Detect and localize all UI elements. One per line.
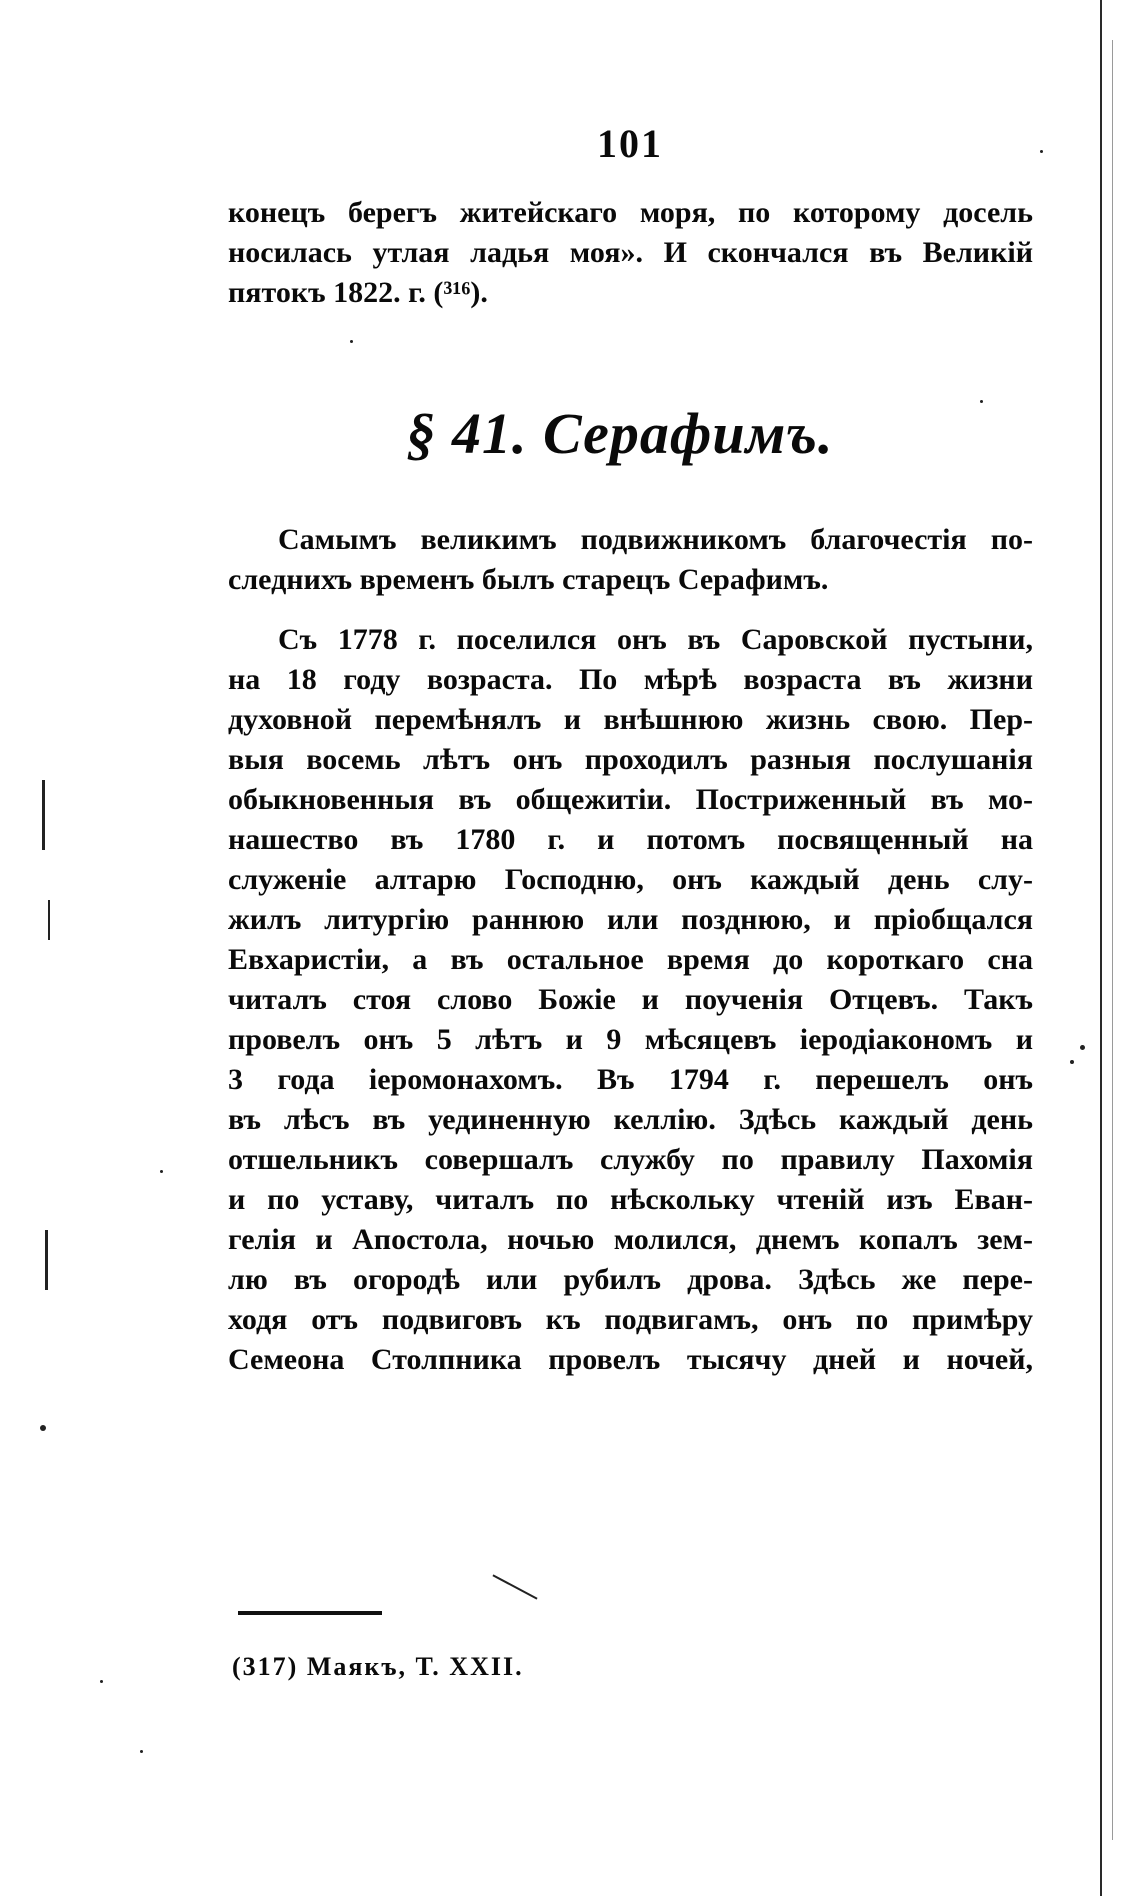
text-line: лю въ огородѣ или рубилъ дрова. Здѣсь же пере- — [228, 1263, 1033, 1296]
text-line: провелъ онъ 5 лѣтъ и 9 мѣсяцевъ іеродіакономъ и — [228, 1023, 1033, 1056]
page-edge-shadow — [1112, 40, 1113, 1840]
page-edge-line — [1100, 0, 1102, 1896]
margin-mark — [45, 1230, 48, 1290]
text-line: Съ 1778 г. поселился онъ въ Саровской пустыни, — [278, 623, 1033, 656]
intro-paragraph — [228, 520, 1033, 600]
text-line: Самымъ великимъ подвижникомъ благочестія по- — [278, 523, 1033, 556]
scan-speck — [350, 340, 353, 343]
page-number: 101 — [597, 121, 663, 166]
section-heading: § 41. Серафимъ. — [406, 401, 834, 466]
scan-speck — [140, 1750, 143, 1753]
text-line: выя восемь лѣтъ онъ проходилъ разныя послушанія — [228, 743, 1033, 776]
scan-speck — [1070, 1060, 1074, 1064]
footnote-rule — [238, 1611, 382, 1615]
text-line: Евхаристіи, а въ остальное время до короткаго сна — [228, 943, 1033, 976]
scan-speck — [1080, 1045, 1085, 1050]
text-line: обыкновенныя въ общежитіи. Постриженный въ мо- — [228, 783, 1033, 816]
scan-scratch — [492, 1574, 537, 1599]
text-line: отшельникъ совершалъ службу по правилу Пахомія — [228, 1143, 1033, 1176]
text-line: 3 года іеромонахомъ. Въ 1794 г. перешелъ онъ — [228, 1063, 1033, 1096]
text-line: на 18 году возраста. По мѣрѣ возраста въ жизни — [228, 663, 1033, 696]
text-line: пятокъ 1822. г. (³¹⁶). — [228, 276, 488, 309]
scan-speck — [1040, 150, 1043, 153]
footnote: (317) Маякъ, Т. XXII. — [232, 1652, 524, 1681]
scan-speck — [40, 1425, 46, 1431]
text-line: жилъ литургію раннюю или позднюю, и пріобщался — [228, 903, 1033, 936]
text-line: гелія и Апостола, ночью молился, днемъ копалъ зем- — [228, 1223, 1033, 1256]
text-line: Семеона Столпника провелъ тысячу дней и ночей, — [228, 1343, 1033, 1376]
text-line: духовной перемѣнялъ и внѣшнюю жизнь свою. Пер- — [228, 703, 1033, 736]
text-line: читалъ стоя слово Божіе и поученія Отцевъ. Такъ — [228, 983, 1033, 1016]
text-line: носилась утлая ладья моя». И скончался въ Великій — [228, 236, 1033, 269]
margin-mark — [48, 900, 50, 940]
text-line: следнихъ временъ былъ старецъ Серафимъ. — [228, 563, 829, 596]
continuation-paragraph — [228, 193, 1033, 313]
scan-speck — [980, 400, 983, 403]
text-line: нашество въ 1780 г. и потомъ посвященный на — [228, 823, 1033, 856]
text-line: конецъ берегъ житейскаго моря, по которому досель — [228, 196, 1033, 229]
text-line: ходя отъ подвиговъ къ подвигамъ, онъ по примѣру — [228, 1303, 1033, 1336]
text-line: и по уставу, читалъ по нѣскольку чтеній изъ Еван- — [228, 1183, 1033, 1216]
body-paragraph — [228, 620, 1033, 1380]
margin-mark — [42, 780, 45, 850]
scan-speck — [100, 1680, 103, 1683]
text-line: служеніе алтарю Господню, онъ каждый день слу- — [228, 863, 1033, 896]
text-line: въ лѣсъ въ уединенную келлію. Здѣсь каждый день — [228, 1103, 1033, 1136]
scan-speck — [160, 1170, 163, 1173]
